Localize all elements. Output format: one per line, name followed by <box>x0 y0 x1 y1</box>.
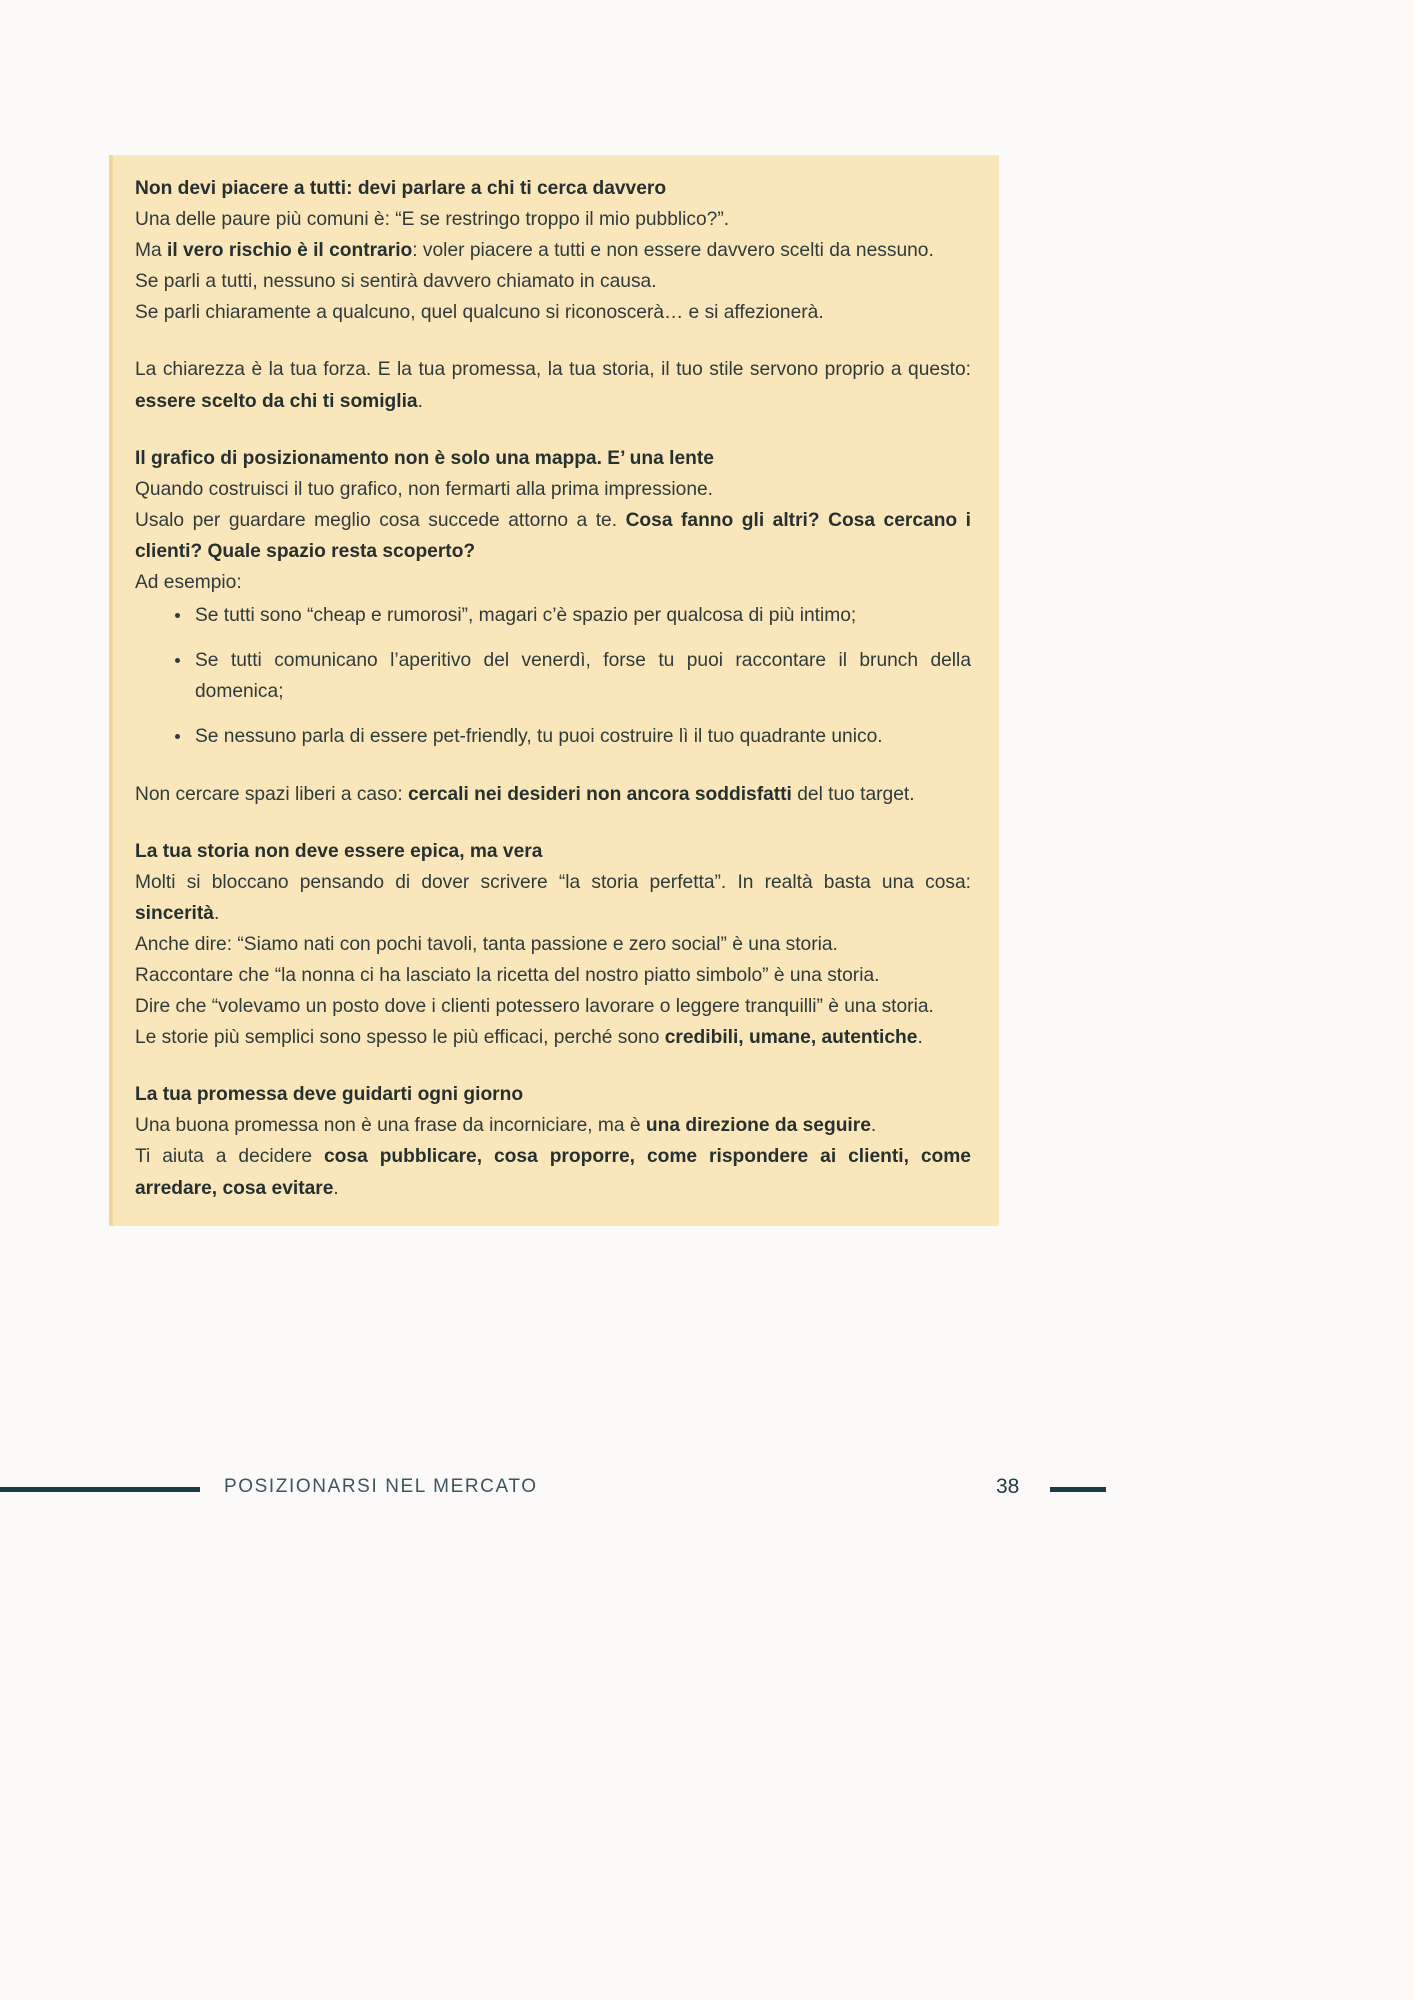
section-story <box>135 836 971 1054</box>
text-story-tables: Anche dire: “Siamo nati con pochi tavoli, tanta passione e zero social” è una storia. <box>135 933 838 955</box>
content-card <box>109 155 999 1226</box>
text-clarity-prefix: La chiarezza è la tua forza. E la tua promessa, la tua storia, il tuo stile servono proprio a questo: <box>135 359 971 381</box>
paragraph-promise-direction <box>135 1110 971 1141</box>
paragraph-build-chart <box>135 474 971 505</box>
section-heading-promise: La tua promessa deve guidarti ogni giorno <box>135 1084 524 1106</box>
text-simple-bold: credibili, umane, autentiche <box>664 1027 918 1049</box>
section-clarity <box>135 354 971 416</box>
list-item: Se tutti sono “cheap e rumorosi”, magari c’è spazio per qualcosa di più intimo; <box>173 600 971 631</box>
text-fear: Una delle paure più comuni è: “E se restringo troppo il mio pubblico?”. <box>135 209 730 231</box>
text-risk-bold: il vero rischio è il contrario <box>167 240 413 262</box>
section-positioning-chart <box>135 443 971 753</box>
text-build-chart: Quando costruisci il tuo grafico, non fermarti alla prima impressione. <box>135 478 714 500</box>
section-heading-story: La tua storia non deve essere epica, ma vera <box>135 840 543 862</box>
paragraph-sincerity <box>135 867 971 929</box>
paragraph-fear <box>135 204 971 235</box>
text-promise-bold: una direzione da seguire <box>645 1115 871 1137</box>
footer-rule-left <box>0 1487 200 1492</box>
text-risk-prefix: Ma <box>135 240 167 262</box>
page-footer <box>0 1470 1414 1510</box>
paragraph-story-tables <box>135 929 971 960</box>
footer-page-number: 38 <box>996 1475 1020 1498</box>
text-decisions-suffix: . <box>333 1177 339 1199</box>
text-speak-to-all: Se parli a tutti, nessuno si sentirà davvero chiamato in causa. <box>135 271 657 293</box>
text-desires-suffix: del tuo target. <box>791 783 915 805</box>
text-desires-bold: cercali nei desideri non ancora soddisfatti <box>408 783 792 805</box>
text-promise-suffix: . <box>870 1115 877 1137</box>
text-decisions-bold: cosa pubblicare, cosa proporre, come rispondere ai clienti, come arredare, cosa evitare <box>135 1146 971 1199</box>
paragraph-promise-decisions <box>135 1141 971 1203</box>
text-story-grandma: Raccontare che “la nonna ci ha lasciato la ricetta del nostro piatto simbolo” è una storia. <box>135 964 880 986</box>
paragraph-unmet-desires <box>135 779 971 810</box>
section-gap <box>135 1053 971 1079</box>
text-clarity-suffix: . <box>417 390 423 412</box>
text-decisions-prefix: Ti aiuta a decidere <box>135 1146 324 1168</box>
section-gap <box>135 810 971 836</box>
text-lens-bold: Cosa fanno gli altri? Cosa cercano i clienti? Quale spazio resta scoperto? <box>135 509 971 562</box>
section-promise <box>135 1079 971 1203</box>
text-speak-clearly: Se parli chiaramente a qualcuno, quel qualcuno si riconoscerà… e si affezionerà. <box>135 302 824 324</box>
text-clarity-bold: essere scelto da chi ti somiglia <box>135 390 418 412</box>
paragraph-use-lens <box>135 505 971 567</box>
footer-chapter-title: POSIZIONARSI NEL MERCATO <box>224 1476 538 1497</box>
list-item: Se nessuno parla di essere pet-friendly, tu puoi costruire lì il tuo quadrante unico. <box>173 721 971 752</box>
paragraph-speak-to-all <box>135 266 971 297</box>
paragraph-real-risk <box>135 235 971 266</box>
text-risk-suffix: : voler piacere a tutti e non essere davvero scelti da nessuno. <box>412 240 934 262</box>
footer-rule-right <box>1050 1487 1106 1492</box>
paragraph-speak-clearly <box>135 297 971 328</box>
text-lens-prefix: Usalo per guardare meglio cosa succede attorno a te. <box>135 509 626 531</box>
text-story-workspace: Dire che “volevamo un posto dove i clienti potessero lavorare o leggere tranquilli” è una storia. <box>135 996 934 1018</box>
text-sincerity-prefix: Molti si bloccano pensando di dover scrivere “la storia perfetta”. In realtà basta una cosa: <box>135 871 971 893</box>
list-item: Se tutti comunicano l’aperitivo del venerdì, forse tu puoi raccontare il brunch della domenica; <box>173 645 971 707</box>
section-gap <box>135 328 971 354</box>
text-example-intro: Ad esempio: <box>135 572 242 594</box>
section-heading-audience: Non devi piacere a tutti: devi parlare a chi ti cerca davvero <box>135 178 667 199</box>
section-heading-chart: Il grafico di posizionamento non è solo una mappa. E’ una lente <box>135 447 714 469</box>
text-sincerity-bold: sincerità <box>135 902 214 924</box>
paragraph-story-grandma <box>135 960 971 991</box>
section-audience <box>135 173 971 328</box>
text-desires-prefix: Non cercare spazi liberi a caso: <box>135 783 409 805</box>
paragraph-example-intro <box>135 567 971 598</box>
section-gap <box>135 417 971 443</box>
paragraph-clarity <box>135 354 971 416</box>
section-gap <box>135 753 971 779</box>
paragraph-story-workspace <box>135 991 971 1022</box>
text-simple-suffix: . <box>917 1027 923 1049</box>
section-unmet-desires <box>135 779 971 810</box>
text-sincerity-suffix: . <box>213 902 220 924</box>
text-simple-prefix: Le storie più semplici sono spesso le più efficaci, perché sono <box>135 1027 665 1049</box>
text-promise-prefix: Una buona promessa non è una frase da incorniciare, ma è <box>135 1115 646 1137</box>
example-bullet-list <box>135 600 971 752</box>
paragraph-simple-stories <box>135 1022 971 1053</box>
